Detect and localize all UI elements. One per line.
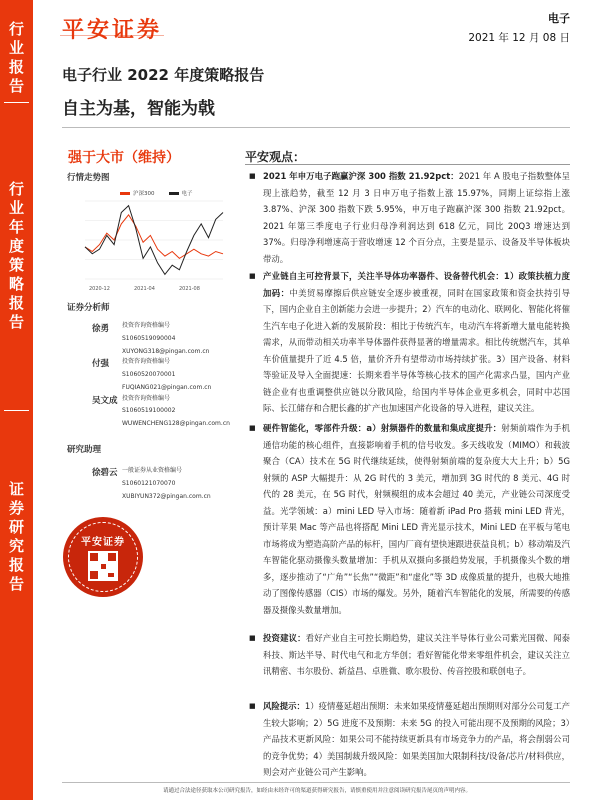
analyst-email: WUWENCHENG128@pingan.com.cn [122, 420, 230, 427]
assistant-name: 徐碧云 [92, 468, 118, 478]
company-seal [63, 517, 143, 597]
side-label-annual-strategy: 行业年度策略报告 [8, 180, 24, 331]
side-divider [4, 102, 29, 103]
report-subtitle: 自主为基，智能为戟 [62, 99, 215, 119]
legend-item-hs300: 沪深300 [120, 189, 155, 197]
industry-rating: 强于大市（维持） [68, 150, 180, 166]
analyst-qualification: 投资咨询资格编号 [122, 322, 171, 329]
analyst-name: 付强 [92, 359, 110, 369]
header-divider [62, 127, 570, 128]
footer-disclaimer: 请通过合法途径获取本公司研究报告，如经由未经许可的渠道获得研究报告，请慎重使用并注意阅读研究报告尾页的声明内容。 [162, 788, 471, 794]
analyst-email: FUQIANG021@pingan.com.cn [122, 384, 212, 391]
report-date: 2021 年 12 月 08 日 [468, 32, 570, 44]
viewpoint-item-hardware-upgrade: ■ 硬件智能化，零部件升级：a）射频器件的数量和集成度提升：射频前端作为手机通信功能的核心组件，直接影响着手机的信号收发。多天线收发（MIMO）和载波聚合（CA）技术在 5G 时代继续延续，使得射频前端的复杂度大大上升；b）5G 射频的 ASP 大幅提升：从 2G 时代的 3 美元，增加到 3G 时代的 8 美元、4G 时代的 28 美元，在 5G 时代，射频模组的成本会超过 40 美元，产业链公司深度受益。光学领域：a）mini LED 导入市场：随着新 iPad Pro 搭载 mini LED 背光，预计苹果 Mac 等产品也将搭配 Mini LED 背光显示技术，Mini LED 在平板与笔电市场将成为塑造高阶产品的标杆，国内厂商有望快速跟进获益良机；b）移动端及汽车智能化驱动摄像头数量增加：手机从双摄向多摄趋势发展，手机摄像头个数的增多，逐步推动了“广角”“长焦”“微距”和“虚化”等 3D 成像质量的提升，也极大地推动了图像传感器（CIS）市场的爆发。另外，随着汽车智能化的发展，所需要的传感器及摄像头数量增加。 [245, 420, 570, 618]
viewpoint-item-investment-advice: ■ 投资建议：看好产业自主可控长期趋势，建议关注半导体行业公司紫光国微、闻泰科技、斯达半导、时代电气和北方华创；看好智能化带来零组件机会，建议关注立讯精密、韦尔股份、新益昌、卓胜微、歌尔股份、传音控股和联创电子。 [245, 630, 570, 680]
qr-code-icon [88, 551, 118, 581]
chart-x-tick-label: 2020-12 [89, 286, 110, 292]
viewpoint-title: 平安观点： [245, 150, 306, 164]
chart-label: 行情走势图 [67, 173, 110, 183]
viewpoint-item-performance: ■ 2021 年申万电子跑赢沪深 300 指数 21.92pct：2021 年 A 股电子指数整体呈现上涨趋势，截至 12 月 3 日申万电子指数上涨 15.97%，同期上证综指上涨 3.87%、沪深 300 指数下跌 5.95%，申万电子跑赢沪深 300 指数 21.92pct。2021 年第三季度电子行业归母净利润达到 618 亿元，同比 20Q3 增速达到 37%。归母净利增速高于营收增速 12 个百分点，主要是显示、设备及半导体板块带动。 [245, 168, 570, 267]
assistant-qualification: 一般证券从业资格编号 [122, 467, 183, 474]
assistant-section-label: 研究助理 [67, 445, 102, 455]
viewpoint-item-self-reliance: ■ 产业链自主可控背景下，关注半导体功率器件、设备替代机会：1）政策扶植力度加码：中美贸易摩擦后供应链安全逐步被重视，同时在国家政策和资金扶持引导下，国内企业自主创新能力会进一步提升；2）汽车的电动化、联网化、智能化将催生汽车电子化进入新的发展阶段：相比于传统汽车，电动汽车将新增大量电能转换需求，从而带动相关功率半导体器件获得显著的增量需求。相比传统燃汽车，其单车价值量提升了近 4.5 倍，量价齐升有望带动市场持续扩张。3）国产设备、材料等验证及导入全面提速：长期来看半导体等核心技术的国产化需求凸显，国内产业链企业有也重调整供应链以分散风险，给国内半导体企业更多机会，同时中芯国际、长江储存和合肥长鑫的扩产也加速国产化设备的导入进程，建议关注。 [245, 268, 570, 417]
viewpoint-item-risk-warning: ■ 风险提示：1）疫情蔓延超出预期：未来如果疫情蔓延超出预期则对部分公司复工产生较大影响；2）5G 进度不及预期：未来 5G 的投入可能出现不及预期的风险；3）产品技术更新风险：如果公司不能持续更新具有市场竞争力的产品，将会削弱公司的竞争优势；4）美国制裁升级风险：如果美国加大限制科技/设备/芯片/材料供应，则会对产业链公司产生影响。 [245, 698, 570, 781]
assistant-email: XUBIYUN372@pingan.com.cn [122, 493, 211, 500]
assistant-license: S1060121070070 [122, 480, 176, 487]
footer-divider [62, 782, 570, 783]
seal-text: 平安证券 [81, 537, 125, 548]
analyst-qualification: 投资咨询资格编号 [122, 395, 171, 402]
report-title: 电子行业 2022 年度策略报告 [62, 66, 265, 84]
analyst-section-label: 证券分析师 [67, 303, 110, 313]
chart-x-tick-label: 2021-04 [134, 286, 155, 292]
side-label-industry-report: 行业报告 [8, 20, 24, 95]
analyst-qualification: 投资咨询资格编号 [122, 358, 171, 365]
side-bar [0, 0, 33, 800]
analyst-license: S1060519090004 [122, 335, 176, 342]
side-label-securities-research: 证券研究报告 [8, 480, 24, 593]
chart-x-tick-label: 2021-08 [179, 286, 200, 292]
analyst-license: S1060520070001 [122, 371, 176, 378]
analyst-name: 徐勇 [92, 324, 110, 334]
analyst-name: 吴文成 [92, 396, 118, 406]
side-divider [4, 410, 29, 411]
analyst-email: XUYONG318@pingan.com.cn [122, 348, 210, 355]
market-trend-chart [67, 195, 227, 295]
analyst-license: S1060519100002 [122, 407, 176, 414]
viewpoint-divider [245, 164, 570, 165]
company-logo: 平安证券 [62, 13, 162, 44]
sector-label: 电子 [548, 12, 570, 25]
legend-item-electronics: 电子 [169, 189, 193, 197]
